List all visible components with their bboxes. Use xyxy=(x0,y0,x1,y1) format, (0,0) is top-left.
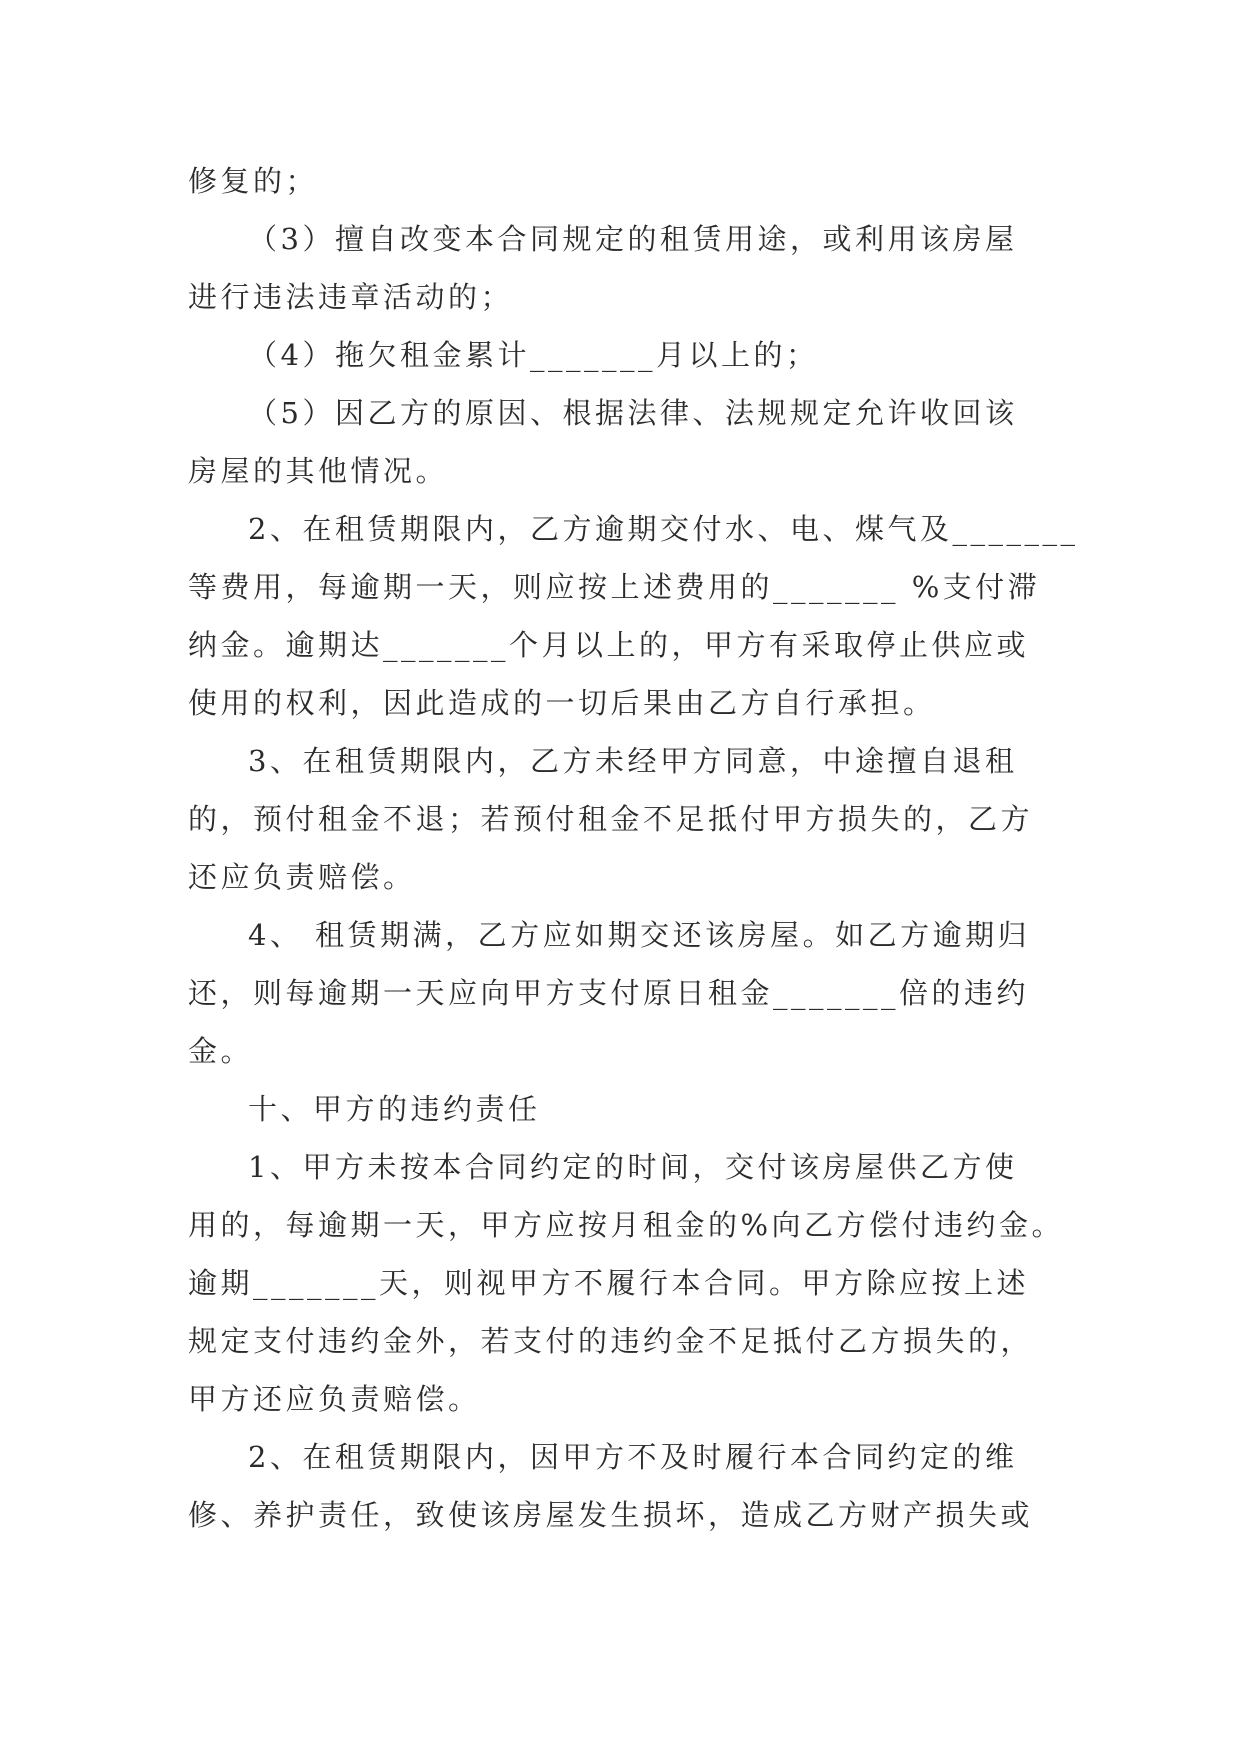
text-line: 等费用，每逾期一天，则应按上述费用的_______ %支付滞 xyxy=(188,570,1041,604)
section-heading: 十、甲方的违约责任 xyxy=(248,1092,541,1126)
text-line: 修复的； xyxy=(188,164,319,198)
text-line: 房屋的其他情况。 xyxy=(188,454,449,488)
text-line: 逾期_______天，则视甲方不履行本合同。甲方除应按上述 xyxy=(188,1266,1030,1300)
text-line: （3）擅自改变本合同规定的租赁用途，或利用该房屋 xyxy=(248,222,1018,256)
text-line: 还应负责赔偿。 xyxy=(188,860,416,894)
text-line: 4、 租赁期满，乙方应如期交还该房屋。如乙方逾期归 xyxy=(248,918,1031,952)
text-line: 甲方还应负责赔偿。 xyxy=(188,1382,481,1416)
text-line: 金。 xyxy=(188,1034,254,1068)
text-line: 还，则每逾期一天应向甲方支付原日租金_______倍的违约 xyxy=(188,976,1030,1010)
text-line: 3、在租赁期限内，乙方未经甲方同意，中途擅自退租 xyxy=(248,744,1018,778)
document-body xyxy=(188,152,1079,1544)
text-line: 规定支付违约金外，若支付的违约金不足抵付乙方损失的， xyxy=(188,1324,1034,1358)
text-line: （4）拖欠租金累计_______月以上的； xyxy=(248,338,819,372)
text-line: 进行违法违章活动的； xyxy=(188,280,514,314)
text-line: 的，预付租金不退；若预付租金不足抵付甲方损失的，乙方 xyxy=(188,802,1034,836)
text-line: （5）因乙方的原因、根据法律、法规规定允许收回该 xyxy=(248,396,1018,430)
text-line: 修、养护责任，致使该房屋发生损坏，造成乙方财产损失或 xyxy=(188,1498,1034,1532)
text-line: 使用的权利，因此造成的一切后果由乙方自行承担。 xyxy=(188,686,936,720)
text-line: 2、在租赁期限内，因甲方不及时履行本合同约定的维 xyxy=(248,1440,1018,1474)
text-line: 用的，每逾期一天，甲方应按月租金的%向乙方偿付违约金。 xyxy=(188,1208,1065,1242)
text-line: 1、甲方未按本合同约定的时间，交付该房屋供乙方使 xyxy=(248,1150,1018,1184)
text-line: 纳金。逾期达_______个月以上的，甲方有采取停止供应或 xyxy=(188,628,1030,662)
text-line: 2、在租赁期限内，乙方逾期交付水、电、煤气及_______ xyxy=(248,512,1079,546)
